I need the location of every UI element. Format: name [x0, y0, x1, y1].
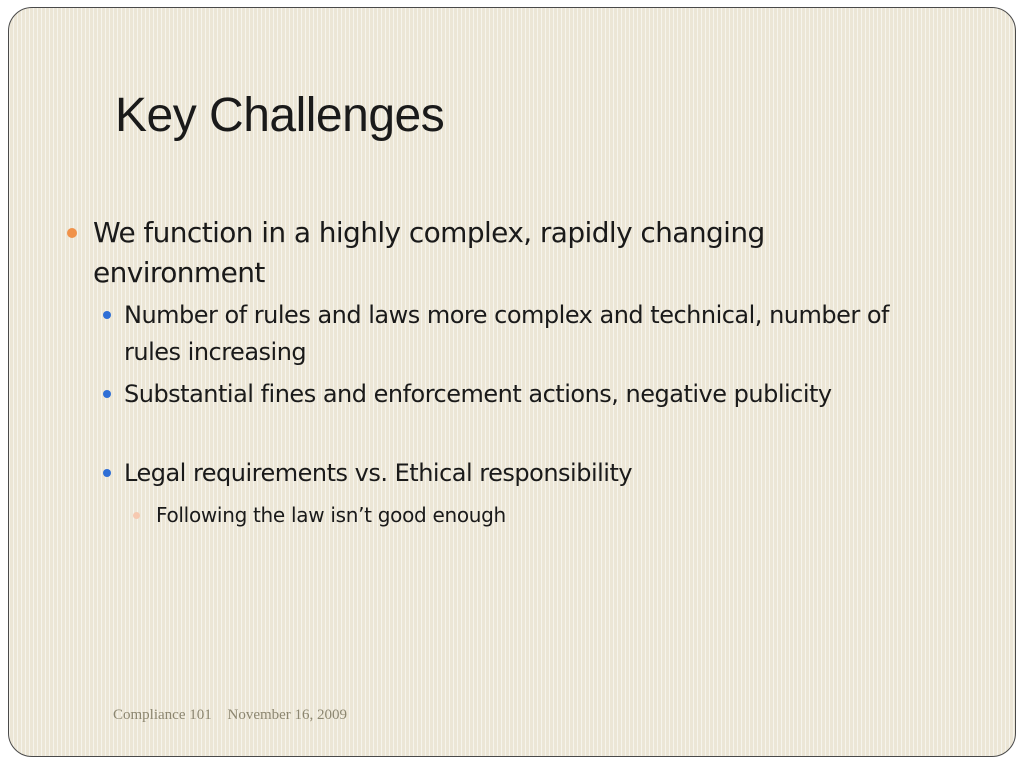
- slide-title: Key Challenges: [115, 89, 445, 142]
- slide-footer: [113, 707, 347, 724]
- bullet-marker-orange: [67, 228, 77, 238]
- bullet-text: We function in a highly complex, rapidly changing environment: [93, 216, 765, 289]
- footer-date: November 16, 2009: [227, 707, 348, 723]
- bullet-level2: [124, 376, 904, 413]
- bullet-marker-blue: [103, 469, 111, 477]
- bullet-text: Substantial fines and enforcement actions, negative publicity: [124, 380, 832, 408]
- footer-presentation-name: Compliance 101: [113, 707, 212, 723]
- slide: [8, 7, 1016, 757]
- bullet-level2: [124, 455, 904, 492]
- bullet-marker-peach: [133, 512, 140, 519]
- bullet-text: Following the law isn’t good enough: [156, 503, 506, 527]
- bullet-level2: [124, 297, 904, 371]
- bullet-level1: [93, 213, 853, 293]
- bullet-marker-blue: [103, 390, 111, 398]
- bullet-text: Number of rules and laws more complex and technical, number of rules increasing: [124, 301, 889, 366]
- bullet-text: Legal requirements vs. Ethical responsibility: [124, 459, 633, 487]
- bullet-marker-blue: [103, 311, 111, 319]
- bullet-level3: [156, 500, 756, 530]
